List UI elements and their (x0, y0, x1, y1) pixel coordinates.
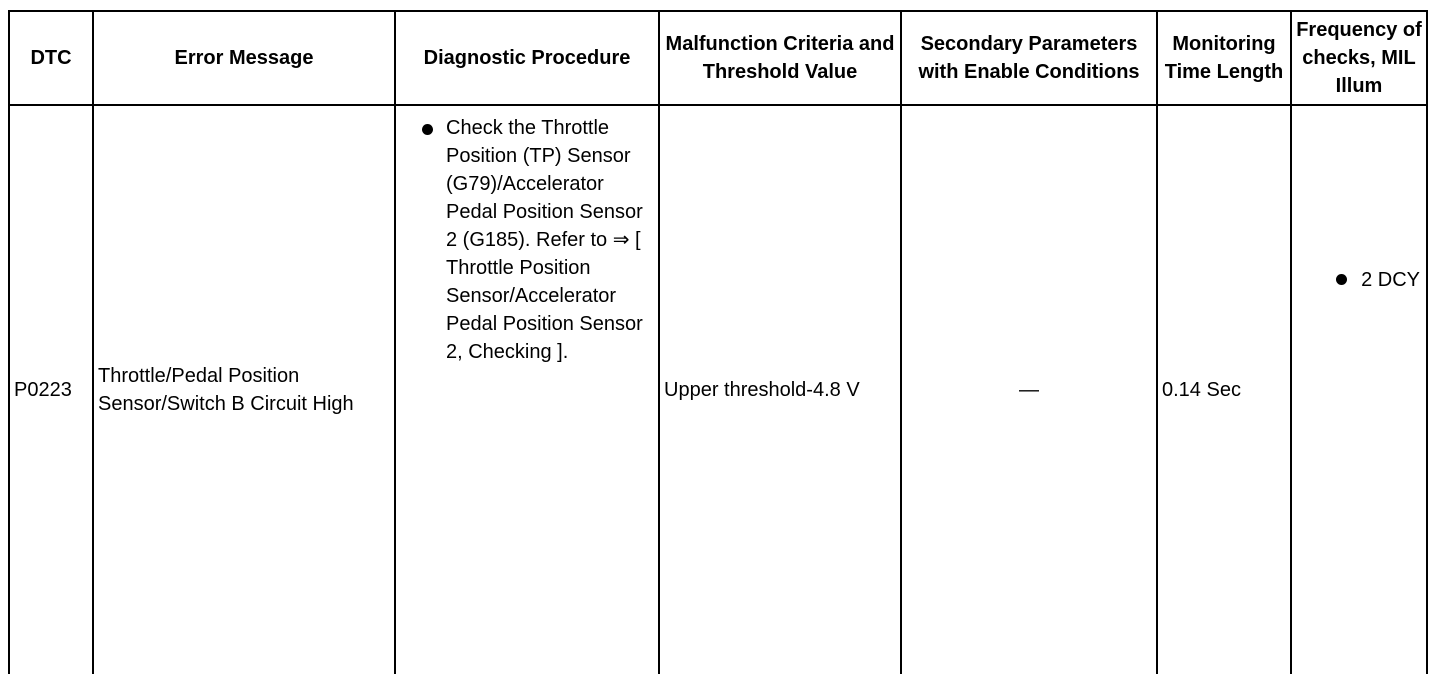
cell-monitoring-time: 0.14 Sec (1157, 105, 1291, 674)
frequency-text: 2 DCY (1361, 269, 1420, 291)
procedure-list (400, 114, 654, 366)
cell-diagnostic-procedure (395, 105, 659, 674)
header-dtc: DTC (9, 11, 93, 105)
list-item (1296, 266, 1422, 294)
cell-malfunction-criteria: Upper threshold-4.8 V (659, 105, 901, 674)
bullet-icon (422, 124, 433, 135)
table-row (9, 105, 1427, 674)
frequency-list (1296, 266, 1422, 294)
bullet-icon (1336, 274, 1347, 285)
cell-error-message: Throttle/Pedal Position Sensor/Switch B Circuit High (93, 105, 395, 674)
header-frequency: Frequency of checks, MIL Illum (1291, 11, 1427, 105)
header-secondary-parameters: Secondary Parameters with Enable Conditions (901, 11, 1157, 105)
procedure-text: Check the Throttle Position (TP) Sensor (G79)/Accelerator Pedal Position Sensor 2 (G185). Refer to ⇒ [ Throttle Position Sensor/Accelerator Pedal Position Sensor 2, Checking ]. (446, 117, 643, 363)
dtc-table (8, 10, 1428, 674)
list-item (400, 114, 654, 366)
header-malfunction-criteria: Malfunction Criteria and Threshold Value (659, 11, 901, 105)
header-diagnostic-procedure: Diagnostic Procedure (395, 11, 659, 105)
header-monitoring-time: Monitoring Time Length (1157, 11, 1291, 105)
cell-secondary-parameters: — (901, 105, 1157, 674)
cell-frequency (1291, 105, 1427, 674)
header-row (9, 11, 1427, 105)
header-error-message: Error Message (93, 11, 395, 105)
cell-dtc: P0223 (9, 105, 93, 674)
